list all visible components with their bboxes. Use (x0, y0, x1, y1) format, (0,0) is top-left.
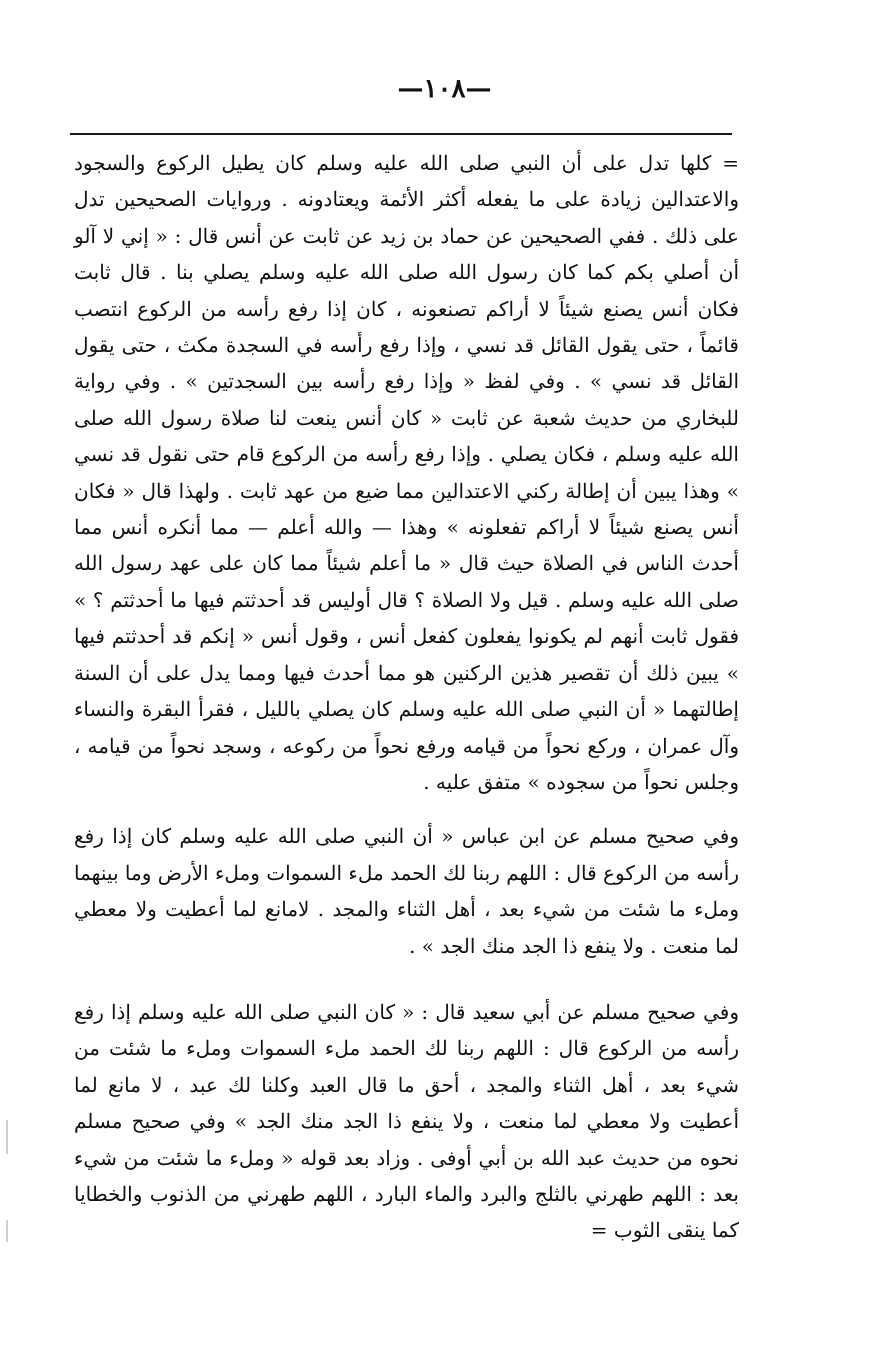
page-body (74, 145, 739, 1249)
paragraph-abu-said-hadith: وفي صحيح مسلم عن أبي سعيد قال : « كان النبي صلى الله عليه وسلم إذا رفع رأسه من الركوع قال : اللهم ربنا لك الحمد ملء السموات وملء ما شئت من شيء بعد ، أهل الثناء والمجد ، أحق ما قال العبد وكلنا لك عبد ، لا مانع لما أعطيت ولا معطي لما منعت ، ولا ينفع ذا الجد منك الجد » وفي صحيح مسلم نحوه من حديث عبد الله بن أبي أوفى . وزاد بعد قوله « وملء ما شئت من شيء بعد : اللهم طهرني بالثلج والبرد والماء البارد ، اللهم طهرني من الذنوب والخطايا كما ينقى الثوب = (74, 999, 739, 1243)
paragraph-ibn-abbas-hadith: وفي صحيح مسلم عن ابن عباس « أن النبي صلى الله عليه وسلم كان إذا رفع رأسه من الركوع قال : اللهم ربنا لك الحمد ملء السموات وملء الأرض وما بينهما وملء ما شئت من شيء بعد ، أهل الثناء والمجد . لامانع لما أعطيت ولا معطي لما منعت . ولا ينفع ذا الجد منك الجد » . (74, 824, 739, 958)
paragraph-continued-text: = كلها تدل على أن النبي صلى الله عليه وسلم كان يطيل الركوع والسجود والاعتدالين زيادة على ما يفعله أكثر الأئمة ويعتادونه . وروايات الصحيحين تدل على ذلك . ففي الصحيحين عن حماد بن زيد عن ثابت عن أنس قال : « إني لا آلو أن أصلي بكم كما كان رسول الله صلى الله عليه وسلم يصلي بنا . قال ثابت فكان أنس يصنع شيئاً لا أراكم تصنعونه ، كان إذا رفع رأسه من الركوع انتصب قائماً ، حتى يقول القائل قد نسي ، وإذا رفع رأسه في السجدة مكث ، حتى يقول القائل قد نسي » . وفي لفظ « وإذا رفع رأسه بين السجدتين » . وفي رواية للبخاري من حديث شعبة عن ثابت « كان أنس ينعت لنا صلاة رسول الله صلى الله عليه وسلم ، فكان يصلي . وإذا رفع رأسه من الركوع قام حتى نقول قد نسي » وهذا يبين أن إطالة ركني الاعتدالين مما ضيع من عهد ثابت . ولهذا قال « فكان أنس يصنع شيئاً لا أراكم تفعلونه » وهذا — والله أعلم — مما أنكره أنس مما أحدث الناس في الصلاة حيث قال « ما أعلم شيئاً مما كان على عهد رسول الله صلى الله عليه وسلم . قيل ولا الصلاة ؟ قال أوليس قد أحدثتم فيها ما أحدثتم ؟ » فقول ثابت أنهم لم يكونوا يفعلون كفعل أنس ، وقول أنس « إنكم قد أحدثتم فيها » يبين ذلك أن تقصير هذين الركنين هو مما أحدث فيها ومما يدل على أن السنة إطالتهما « أن النبي صلى الله عليه وسلم كان يصلي بالليل ، فقرأ البقرة والنساء وآل عمران ، وركع نحواً من قيامه ورفع نحواً من ركوعه ، وسجد نحواً من قيامه ، وجلس نحواً من سجوده » متفق عليه . (74, 151, 739, 794)
page-number: —١٠٨— (397, 74, 492, 104)
header-rule (70, 133, 732, 135)
scan-edge-mark (6, 1120, 8, 1154)
scan-edge-mark (6, 1220, 8, 1242)
